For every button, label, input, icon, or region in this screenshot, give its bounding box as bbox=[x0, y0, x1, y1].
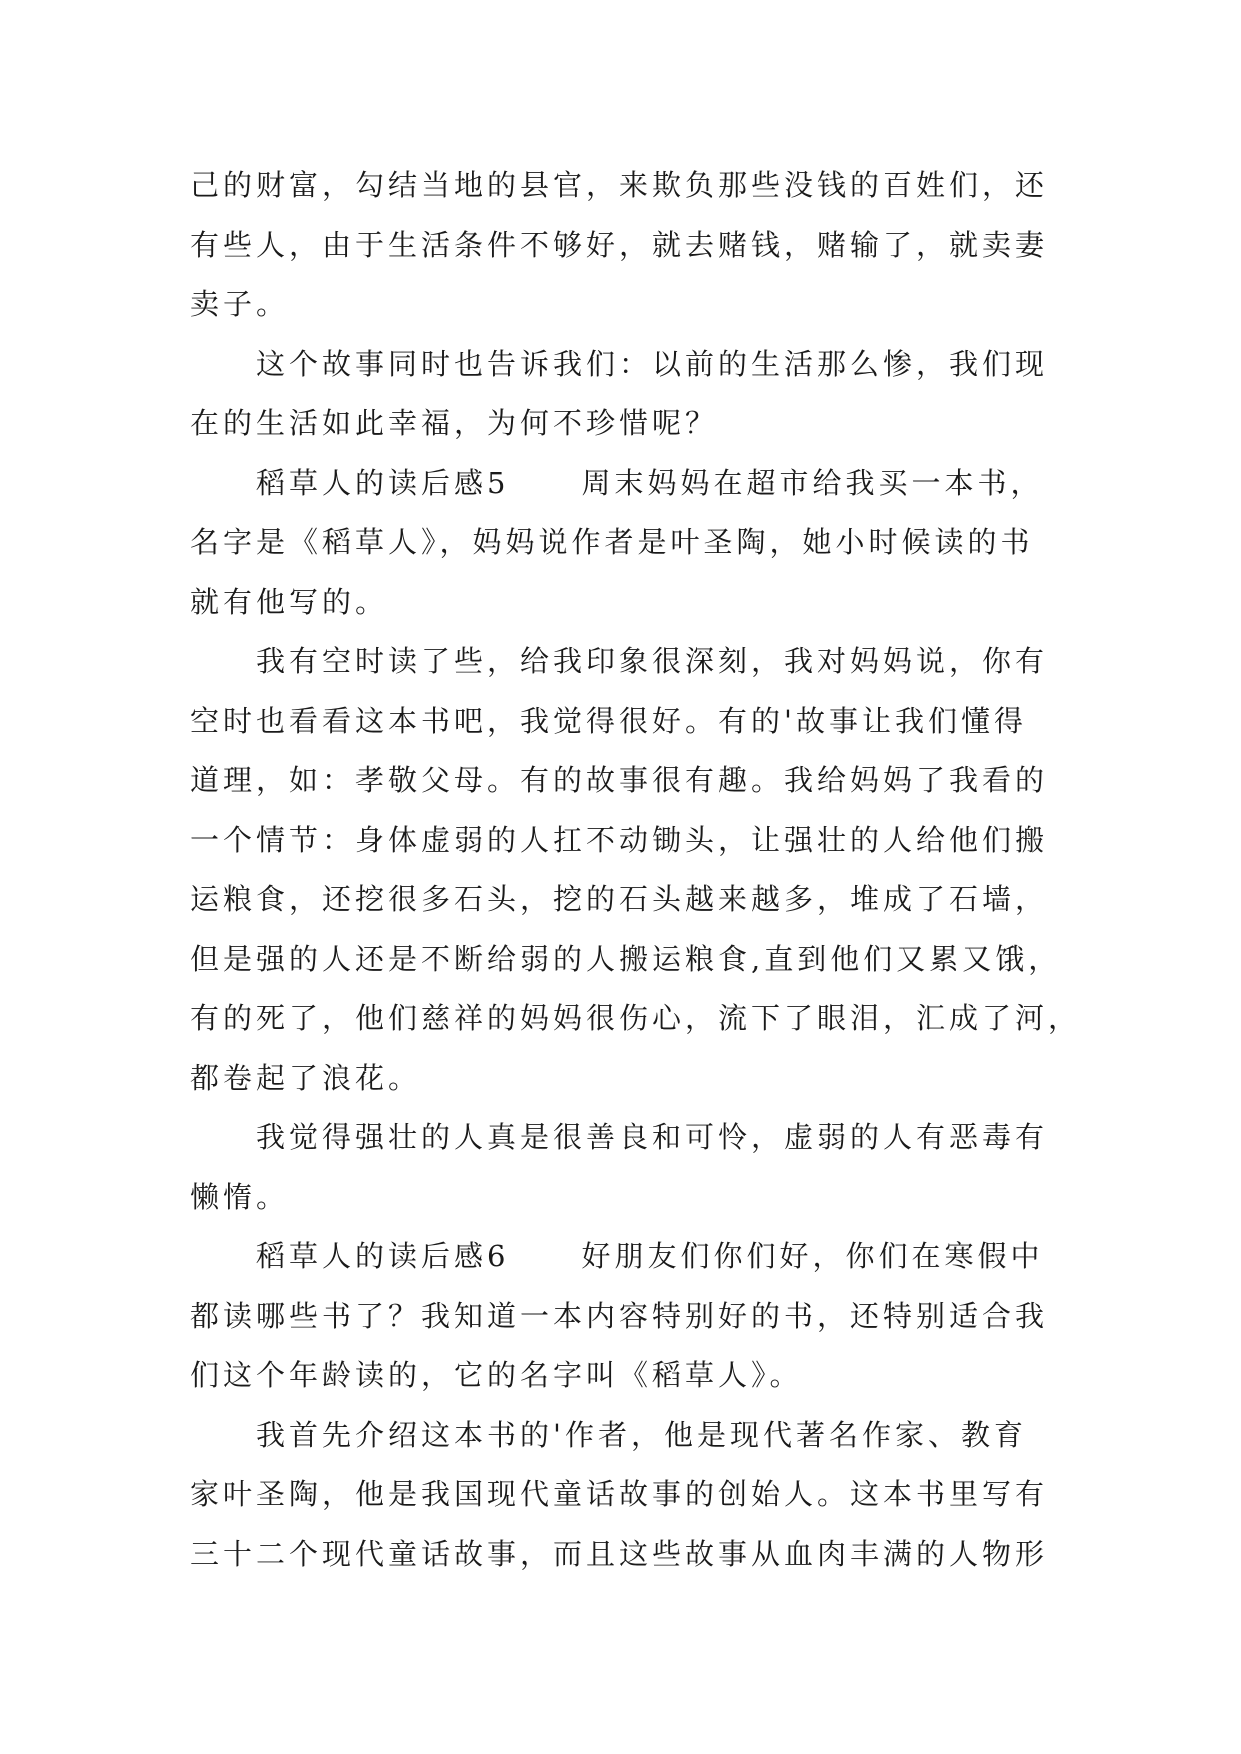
paragraph-start: 这个故事同时也告诉我们：以前的生活那么惨，我们现 bbox=[256, 346, 1049, 381]
text-line: 道理，如：孝敬父母。有的故事很有趣。我给妈妈了我看的 bbox=[190, 763, 1049, 797]
text-line: 运粮食，还挖很多石头，挖的石头越来越多，堆成了石墙， bbox=[190, 882, 1049, 916]
text-line: 就有他写的。 bbox=[190, 584, 389, 619]
text-line: 在的生活如此幸福，为何不珍惜呢？ bbox=[190, 406, 719, 440]
text-line: 有些人，由于生活条件不够好，就去赌钱，赌输了，就卖妻 bbox=[190, 227, 1049, 262]
text-line: 卖子。 bbox=[190, 287, 290, 321]
section-heading-line bbox=[190, 454, 1050, 514]
section-heading-line bbox=[190, 1227, 1050, 1287]
section-text: 周末妈妈在超市给我买一本书， bbox=[581, 465, 1044, 500]
text-line: 都卷起了浪花。 bbox=[190, 1060, 422, 1095]
text-line: 家叶圣陶，他是我国现代童话故事的创始人。这本书里写有 bbox=[190, 1477, 1049, 1511]
text-line: 空时也看看这本书吧，我觉得很好。有的'故事让我们懂得 bbox=[190, 703, 1027, 738]
body-text bbox=[190, 156, 1082, 1584]
text-line: 名字是《稻草人》，妈妈说作者是叶圣陶，她小时候读的书 bbox=[190, 525, 1034, 559]
text-line: 一个情节：身体虚弱的人扛不动锄头，让强壮的人给他们搬 bbox=[190, 822, 1049, 857]
text-line: 们这个年龄读的，它的名字叫《稻草人》。 bbox=[190, 1358, 803, 1392]
section-title: 稻草人的读后感6 bbox=[256, 1239, 510, 1273]
text-line: 但是强的人还是不断给弱的人搬运粮食,直到他们又累又饿， bbox=[190, 941, 1062, 976]
text-line: 懒惰。 bbox=[190, 1179, 290, 1214]
section-title: 稻草人的读后感5 bbox=[256, 465, 510, 500]
paragraph-start: 我首先介绍这本书的'作者，他是现代著名作家、教育 bbox=[256, 1417, 1027, 1452]
text-line: 三十二个现代童话故事，而且这些故事从血肉丰满的人物形 bbox=[190, 1536, 1049, 1571]
section-text: 好朋友们你们好，你们在寒假中 bbox=[581, 1239, 1044, 1273]
paragraph-start: 我觉得强壮的人真是很善良和可怜，虚弱的人有恶毒有 bbox=[256, 1120, 1049, 1154]
text-line: 有的死了，他们慈祥的妈妈很伤心，流下了眼泪，汇成了河， bbox=[190, 1001, 1082, 1035]
text-line: 都读哪些书了？我知道一本内容特别好的书，还特别适合我 bbox=[190, 1298, 1049, 1333]
paragraph-start: 我有空时读了些，给我印象很深刻，我对妈妈说，你有 bbox=[256, 644, 1049, 678]
text-line: 己的财富，勾结当地的县官，来欺负那些没钱的百姓们，还 bbox=[190, 168, 1049, 202]
